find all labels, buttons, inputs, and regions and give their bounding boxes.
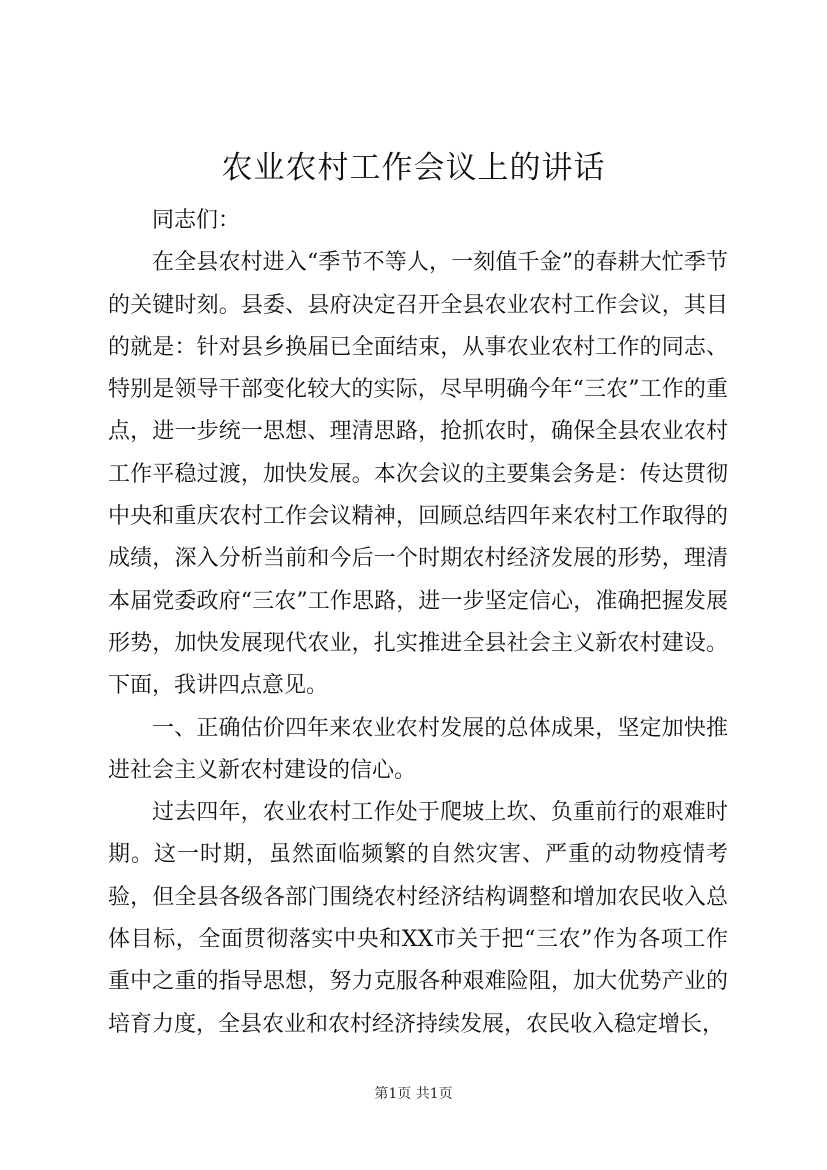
page-number-footer: 第1页 共1页 xyxy=(374,1086,453,1102)
document-body xyxy=(108,200,728,1046)
document-title: 农业农村工作会议上的讲话 xyxy=(221,150,606,186)
intro-paragraph: 在全县农村进入“季节不等人，一刻值千金”的春耕大忙季节的关键时刻。县委、县府决定召开全县农业农村工作会议，其目的就是：针对县乡换届已全面结束，从事农业农村工作的同志、特别是领导干部变化较大的实际，尽早明确今年“三农”工作的重点，进一步统一思想、理清思路，抢抓农时，确保全县农业农村工作平稳过渡，加快发展。本次会议的主要集会务是：传达贯彻中央和重庆农村工作会议精神，回顾总结四年来农村工作取得的成绩，深入分析当前和今后一个时期农村经济发展的形势，理清本届党委政府“三农”工作思路，进一步坚定信心，准确把握发展形势，加快发展现代农业，扎实推进全县社会主义新农村建设。下面，我讲四点意见。 xyxy=(108,250,728,699)
salutation-paragraph: 同志们： xyxy=(152,208,241,233)
section-heading-paragraph: 一、正确估价四年来农业农村发展的总体成果，坚定加快推进社会主义新农村建设的信心。 xyxy=(108,715,728,783)
review-paragraph: 过去四年，农业农村工作处于爬坡上坎、负重前行的艰难时期。这一时期，虽然面临频繁的自然灾害、严重的动物疫情考验，但全县各级各部门围绕农村经济结构调整和增加农民收入总体目标，全面贯彻落实中央和XX市关于把“三农”作为各项工作重中之重的指导思想，努力克服各种艰难险阻，加大优势产业的培育力度，全县农业和农村经济持续发展，农民收入稳定增长， xyxy=(108,800,728,1037)
